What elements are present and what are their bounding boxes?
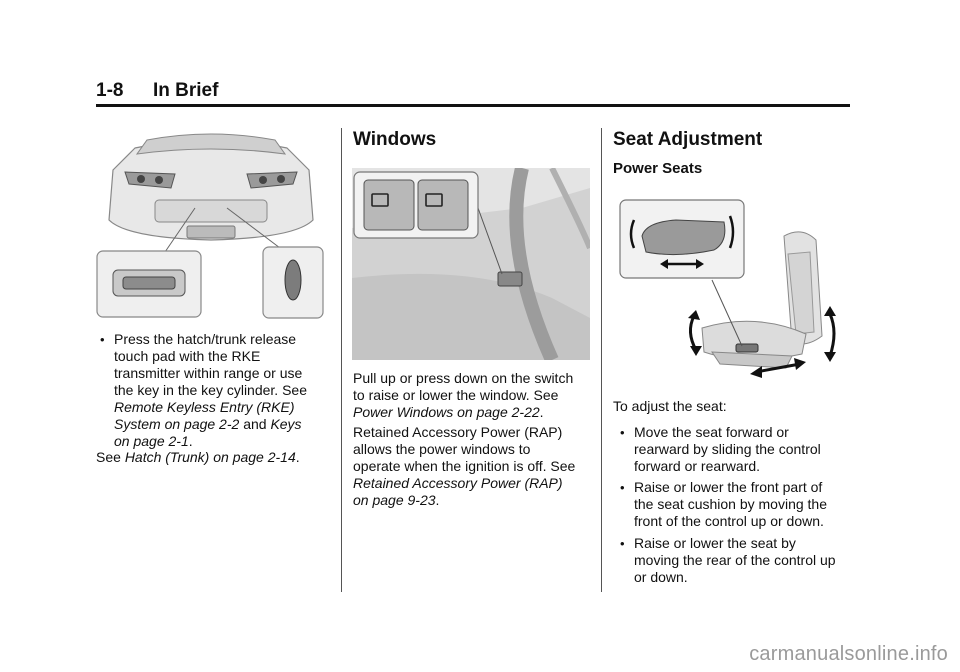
text-line: Move the seat forward or — [634, 424, 789, 440]
cross-reference-link[interactable]: on page 9-23 — [353, 492, 436, 508]
bullet-dot: • — [620, 425, 625, 440]
bullet-line: transmitter within range or use — [114, 365, 303, 381]
text-line: Retained Accessory Power (RAP) — [353, 424, 563, 440]
punctuation: . — [539, 404, 544, 420]
bullet-line: touch pad with the RKE — [114, 348, 261, 364]
bullet-dot: • — [620, 536, 625, 551]
punctuation: . — [188, 433, 193, 449]
text-line: moving the rear of the control up — [634, 552, 836, 568]
text-line: the seat cushion by moving the — [634, 496, 828, 512]
text-line: rearward by sliding the control — [634, 441, 821, 457]
conjunction: and — [243, 416, 267, 432]
punctuation: . — [435, 492, 440, 508]
cross-reference-link[interactable]: System on page 2-2 — [114, 416, 240, 432]
bullet-dot: • — [620, 480, 625, 495]
hatch-see-paragraph — [96, 449, 326, 466]
see-prefix: See — [96, 449, 121, 465]
windows-heading: Windows — [353, 129, 437, 150]
watermark: carmanualsonline.info — [749, 643, 948, 665]
column-divider-right — [601, 128, 602, 592]
seat-bullet-3 — [620, 535, 854, 586]
seat-intro: To adjust the seat: — [613, 398, 727, 414]
text-line: or down. — [634, 569, 688, 585]
cross-reference-link[interactable]: Retained Accessory Power (RAP) — [353, 475, 563, 491]
bullet-line: Press the hatch/trunk release — [114, 331, 297, 347]
windows-paragraph-1 — [353, 370, 593, 421]
cross-reference-link[interactable]: on page 2-1 — [114, 433, 189, 449]
section-title: In Brief — [153, 80, 219, 101]
text-line: Raise or lower the front part of — [634, 479, 823, 495]
page-number: 1-8 — [96, 80, 124, 101]
cross-reference-link[interactable]: Hatch (Trunk) on page 2-14 — [124, 449, 296, 465]
punctuation: . — [295, 449, 300, 465]
cross-reference-link[interactable]: Keys — [270, 416, 302, 432]
column-divider-left — [341, 128, 342, 592]
bullet-line: the key in the key cylinder. See — [114, 382, 307, 398]
text-line: Pull up or press down on the switch — [353, 370, 574, 386]
page-header — [96, 80, 850, 107]
bullet-dot: • — [100, 332, 105, 347]
hatch-release-illustration — [95, 130, 327, 320]
seat-bullet-2 — [620, 479, 854, 530]
text-line: Raise or lower the seat by — [634, 535, 796, 551]
text-line: operate when the ignition is off. See — [353, 458, 576, 474]
hatch-release-bullet — [100, 331, 324, 450]
windows-paragraph-2 — [353, 424, 593, 509]
power-seat-illustration — [616, 196, 852, 386]
seat-bullet-1 — [620, 424, 854, 475]
power-window-switch-illustration — [352, 168, 590, 360]
cross-reference-link[interactable]: Remote Keyless Entry (RKE) — [114, 399, 295, 415]
text-line: forward or rearward. — [634, 458, 761, 474]
text-line: to raise or lower the window. See — [353, 387, 559, 403]
text-line: front of the control up or down. — [634, 513, 824, 529]
text-line: allows the power windows to — [353, 441, 531, 457]
cross-reference-link[interactable]: Power Windows on page 2-22 — [353, 404, 540, 420]
seat-adjustment-heading: Seat Adjustment — [613, 129, 763, 150]
power-seats-subheading: Power Seats — [613, 160, 703, 177]
